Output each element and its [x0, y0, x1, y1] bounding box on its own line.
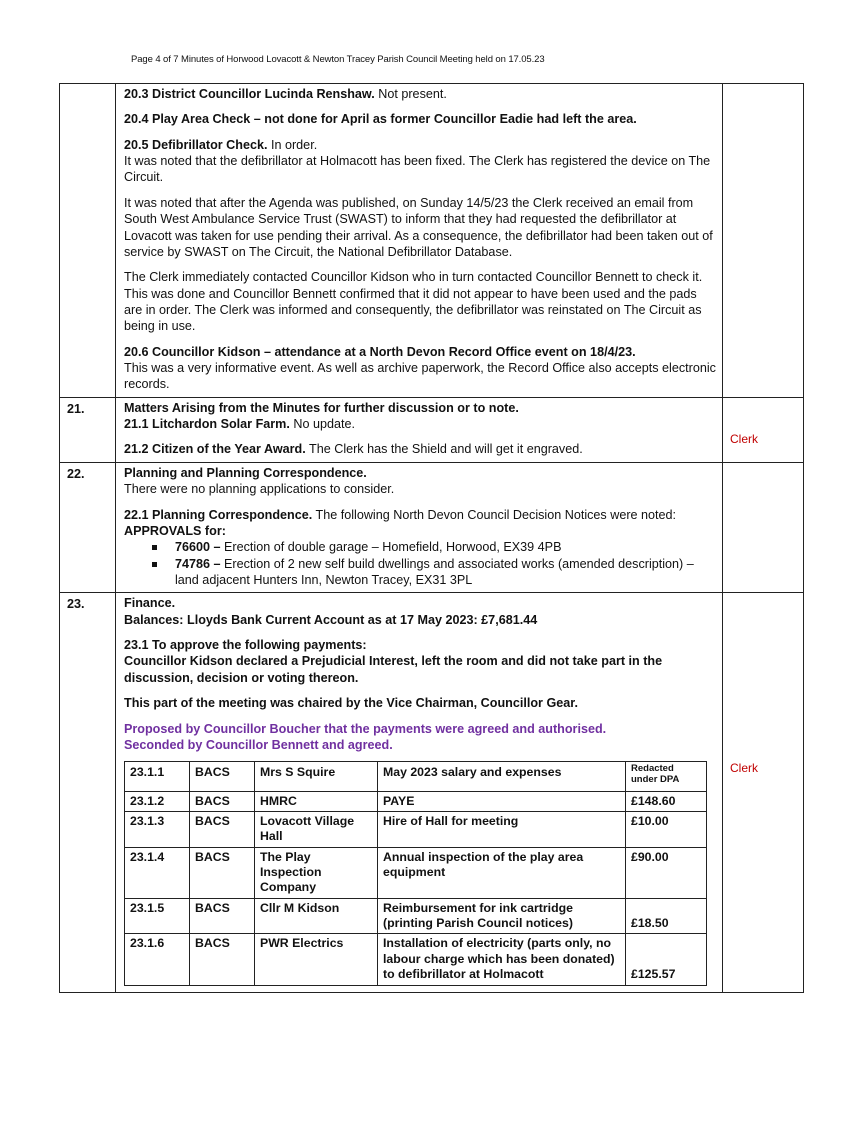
item-text: In order.	[267, 137, 318, 152]
item-number: 22.	[60, 462, 116, 593]
action-cell	[723, 593, 804, 992]
item-content-cell	[116, 593, 723, 992]
page-header: Page 4 of 7 Minutes of Horwood Lovacott & Newton Tracey Parish Council Meeting held on 17.05.23	[131, 54, 545, 65]
action-cell	[723, 397, 804, 462]
minutes-row-21	[60, 397, 804, 462]
action-label: Clerk	[730, 432, 759, 447]
payment-payee: PWR Electrics	[255, 934, 378, 985]
item-heading: 20.5 Defibrillator Check.	[124, 137, 268, 152]
item-content-cell	[116, 84, 723, 398]
payment-desc: May 2023 salary and expenses	[378, 762, 626, 791]
table-row	[125, 847, 707, 898]
section-heading: Matters Arising from the Minutes for further discussion or to note.	[124, 400, 519, 415]
payment-method: BACS	[190, 847, 255, 898]
payment-payee: HMRC	[255, 791, 378, 811]
item-heading: 21.2 Citizen of the Year Award.	[124, 442, 306, 457]
paragraph: It was noted that after the Agenda was published, on Sunday 14/5/23 the Clerk received an email from South West Ambulance Service Trust (SWAST) to inform that they had requested the defibrillator at Lovacott was taken for use pending their arrival. As a consequence, the defibrillator had been taken out of service by SWAST on The Circuit, the National Defibrillator Database.	[124, 195, 713, 259]
payment-ref: 23.1.1	[125, 762, 190, 791]
item-21-2	[124, 441, 716, 457]
item-text: The following North Devon Council Decision Notices were noted:	[312, 507, 677, 522]
payment-ref: 23.1.2	[125, 791, 190, 811]
payment-ref: 23.1.6	[125, 934, 190, 985]
item-21-1	[124, 416, 716, 432]
item-text: The Clerk has the Shield and will get it engraved.	[305, 442, 583, 457]
payment-amount: Redacted under DPA	[626, 762, 707, 791]
payment-payee: Lovacott Village Hall	[255, 811, 378, 847]
item-20-6: 20.6 Councillor Kidson – attendance at a North Devon Record Office event on 18/4/23.	[124, 344, 636, 359]
item-heading: 20.3 District Councillor Lucinda Renshaw.	[124, 87, 375, 101]
item-number-cell	[60, 84, 116, 398]
payment-payee: Cllr M Kidson	[255, 898, 378, 934]
item-text: Not present.	[374, 87, 447, 101]
payment-amount: £18.50	[626, 898, 707, 934]
item-23-1-heading: 23.1 To approve the following payments:	[124, 638, 367, 653]
planning-ref: 76600 –	[175, 540, 221, 555]
table-row	[125, 811, 707, 847]
list-item	[152, 539, 716, 555]
payment-method: BACS	[190, 811, 255, 847]
table-row	[125, 934, 707, 985]
minutes-table	[59, 83, 804, 993]
minutes-row-20	[60, 84, 804, 398]
proposed-text: Proposed by Councillor Boucher that the payments were agreed and authorised.	[124, 721, 607, 736]
planning-desc: Erection of 2 new self build dwellings and associated works (amended description) – land adjacent Hunters Inn, Newton Tracey, EX31 3PL	[175, 556, 694, 587]
payment-desc: Reimbursement for ink cartridge (printing Parish Council notices)	[378, 898, 626, 934]
payment-amount: £148.60	[626, 791, 707, 811]
declaration: Councillor Kidson declared a Prejudicial Interest, left the room and did not take part in the discussion, decision or voting thereon.	[124, 654, 663, 685]
table-row	[125, 791, 707, 811]
payment-method: BACS	[190, 934, 255, 985]
item-text: No update.	[289, 417, 355, 432]
item-number: 21.	[60, 397, 116, 462]
chair-note: This part of the meeting was chaired by the Vice Chairman, Councillor Gear.	[124, 696, 578, 711]
action-cell	[723, 84, 804, 398]
planning-ref: 74786 –	[175, 556, 221, 571]
payment-ref: 23.1.4	[125, 847, 190, 898]
payment-desc: Installation of electricity (parts only, no labour charge which has been donated) to defibrillator at Holmacott	[378, 934, 626, 985]
list-item	[152, 556, 716, 589]
table-row	[125, 762, 707, 791]
action-cell	[723, 462, 804, 593]
item-22-1	[124, 507, 716, 523]
payment-method: BACS	[190, 898, 255, 934]
item-content-cell	[116, 397, 723, 462]
payment-desc: Hire of Hall for meeting	[378, 811, 626, 847]
section-heading: Planning and Planning Correspondence.	[124, 465, 367, 480]
item-20-5	[124, 137, 716, 153]
paragraph: The Clerk immediately contacted Councillor Kidson who in turn contacted Councillor Bennett to check it. This was done and Councillor Bennett confirmed that it did not appear to have been used and the pads are in order. The Clerk was informed and consequently, the defibrillator was reinstated on The Circuit as being in use.	[124, 270, 703, 334]
payment-method: BACS	[190, 762, 255, 791]
payment-desc: Annual inspection of the play area equipment	[378, 847, 626, 898]
payment-method: BACS	[190, 791, 255, 811]
paragraph: There were no planning applications to consider.	[124, 482, 395, 497]
payment-payee: Mrs S Squire	[255, 762, 378, 791]
table-row	[125, 898, 707, 934]
payment-amount: £90.00	[626, 847, 707, 898]
balances: Balances: Lloyds Bank Current Account as at 17 May 2023: £7,681.44	[124, 612, 538, 627]
action-label: Clerk	[730, 761, 759, 776]
payment-ref: 23.1.5	[125, 898, 190, 934]
approvals-label: APPROVALS for:	[124, 523, 226, 538]
payment-payee: The Play Inspection Company	[255, 847, 378, 898]
item-heading: 21.1 Litchardon Solar Farm.	[124, 417, 290, 432]
paragraph: It was noted that the defibrillator at Holmacott has been fixed. The Clerk has registered the device on The Circuit.	[124, 154, 711, 185]
item-20-4: 20.4 Play Area Check – not done for April as former Councillor Eadie had left the area.	[124, 112, 637, 127]
payment-amount: £125.57	[626, 934, 707, 985]
payments-table	[124, 761, 707, 985]
minutes-row-22	[60, 462, 804, 593]
item-content-cell	[116, 462, 723, 593]
payment-ref: 23.1.3	[125, 811, 190, 847]
payment-amount: £10.00	[626, 811, 707, 847]
planning-desc: Erection of double garage – Homefield, Horwood, EX39 4PB	[220, 540, 562, 555]
item-heading: 22.1 Planning Correspondence.	[124, 507, 313, 522]
approvals-list	[124, 539, 716, 588]
item-number: 23.	[60, 593, 116, 992]
seconded-text: Seconded by Councillor Bennett and agreed.	[124, 737, 393, 752]
item-20-3	[124, 86, 716, 102]
paragraph: This was a very informative event. As well as archive paperwork, the Record Office also accepts electronic records.	[124, 361, 716, 392]
minutes-row-23	[60, 593, 804, 992]
section-heading: Finance.	[124, 596, 176, 611]
payment-desc: PAYE	[378, 791, 626, 811]
